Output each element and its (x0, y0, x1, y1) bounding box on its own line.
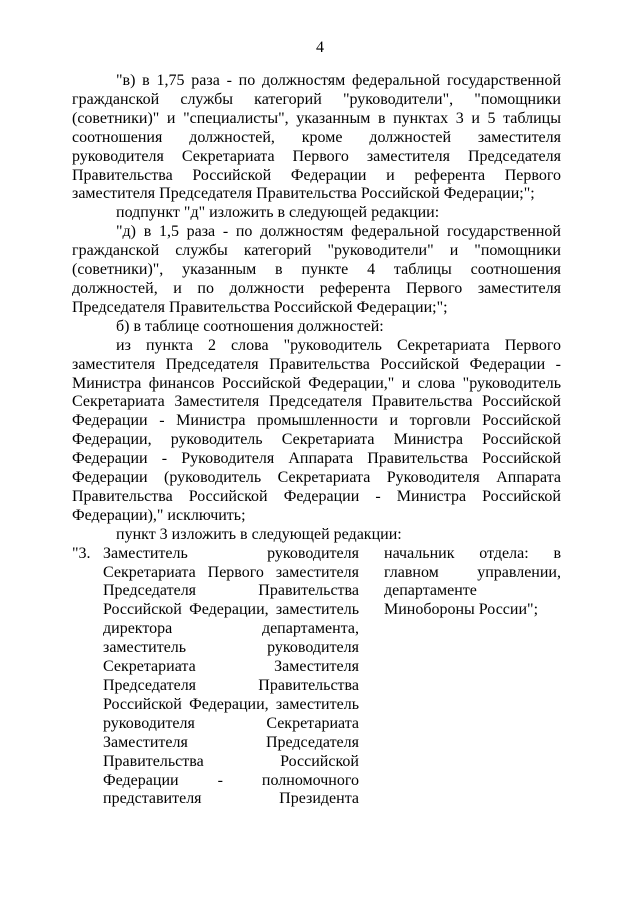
equivalent-line: начальник отдела: в (384, 544, 561, 562)
paragraph-subpoint-d: "д) в 1,5 раза - по должностям федеральной государственной гражданской службы категорий "руководители" и "помощники (советники)", указанным в пункте 4 таблицы соотношения должностей, и по должности референта Первого заместителя Председателя Правительства Российской Федерации;"; (72, 223, 561, 316)
position-line: Секретариата Первого заместителя (103, 563, 359, 581)
equivalent-line: Минобороны России"; (384, 601, 539, 619)
position-line: Российской Федерации, заместитель (103, 601, 359, 619)
position-line: заместитель руководителя (103, 639, 359, 657)
equivalent-line: главном управлении, (384, 563, 561, 581)
document-body (72, 72, 561, 809)
position-line: Федерации - полномочного (103, 771, 359, 789)
table-row (72, 545, 561, 809)
position-line: руководителя Секретариата (103, 714, 359, 732)
position-line: директора департамента, (103, 620, 359, 638)
position-line: Заместителя Председателя (103, 733, 359, 751)
paragraph-table-intro: б) в таблице соотношения должностей: (116, 317, 384, 335)
paragraph-point-2: из пункта 2 слова "руководитель Секретариата Первого заместителя Председателя Правительства Российской Федерации - Министра финансов Российской Федерации," и слова "руководитель Секретариата Заместителя Председателя Правительства Российской Федерации - Министра промышленности и торговли Российской Федерации, руководитель Секретариата Министра Российской Федерации - Руководителя Аппарата Правительства Российской Федерации (руководитель Секретариата Руководителя Аппарата Правительства Российской Федерации - Министра Российской Федерации)," исключить; (72, 336, 561, 524)
row-number: "3. (72, 544, 91, 562)
position-line: представителя Президента (103, 790, 359, 808)
position-line: Председателя Правительства (103, 677, 359, 694)
position-line: Российской Федерации, заместитель (103, 695, 359, 713)
paragraph-point-3-intro: пункт 3 изложить в следующей редакции: (116, 525, 402, 543)
paragraph-subpoint-v: "в) в 1,75 раза - по должностям федеральной государственной гражданской службы категорий "руководители", "помощники (советники)" и "специалисты", указанным в пунктах 3 и 5 таблицы соотношения должностей, кроме должностей заместителя руководителя Секретариата Первого заместителя Председателя Правительства Российской Федерации и референта Первого заместителя Председателя Правительства Российской Федерации;"; (72, 72, 561, 203)
position-line: Председателя Правительства (103, 582, 359, 600)
paragraph-subpoint-d-intro: подпункт "д" изложить в следующей редакции: (116, 204, 440, 222)
equivalent-line: департаменте (384, 582, 477, 600)
position-line: Секретариата Заместителя (103, 658, 359, 676)
position-column (103, 545, 359, 810)
position-line: Правительства Российской (103, 752, 359, 770)
position-line: Заместитель руководителя (103, 544, 359, 562)
equivalent-position-column (384, 545, 561, 621)
page-number: 4 (316, 39, 324, 56)
